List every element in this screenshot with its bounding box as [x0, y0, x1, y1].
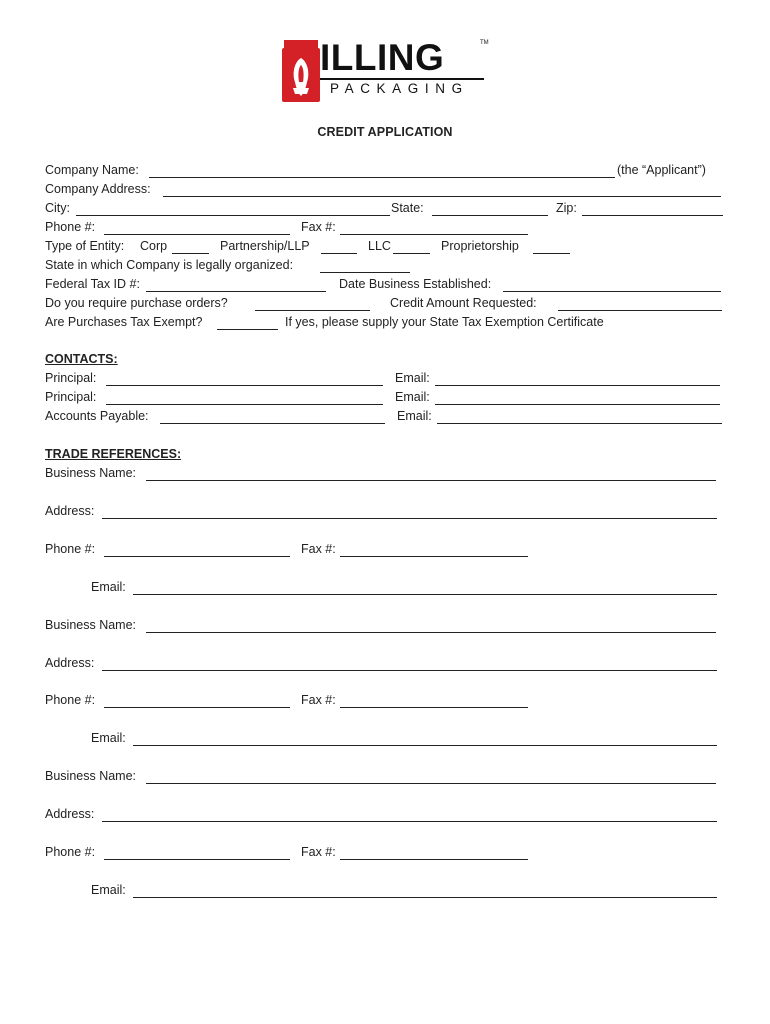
- credit-amount-field[interactable]: [558, 310, 722, 311]
- contact-accounts-payable-email-label: Email:: [397, 409, 432, 423]
- date-established-field[interactable]: [503, 291, 721, 292]
- trade-references-heading: TRADE REFERENCES:: [45, 447, 182, 461]
- state-field[interactable]: [432, 215, 548, 216]
- company-address-label: Company Address:: [45, 182, 151, 196]
- ref2-business-name-label: Business Name:: [45, 618, 137, 632]
- ref3-email-label: Email:: [91, 883, 126, 897]
- zip-field[interactable]: [582, 215, 723, 216]
- entity-corp-field[interactable]: [172, 253, 209, 254]
- entity-llc-label: LLC: [368, 239, 391, 253]
- brand-tagline: PACKAGING: [330, 81, 469, 96]
- credit-amount-label: Credit Amount Requested:: [390, 296, 537, 310]
- federal-tax-id-label: Federal Tax ID #:: [45, 277, 140, 291]
- city-label: City:: [45, 201, 70, 215]
- tax-exempt-label: Are Purchases Tax Exempt?: [45, 315, 203, 329]
- ref1-phone-field[interactable]: [104, 556, 290, 557]
- fax-field[interactable]: [340, 234, 528, 235]
- ref2-fax-label: Fax #:: [301, 693, 336, 707]
- state-organized-field[interactable]: [320, 272, 410, 273]
- contacts-heading: CONTACTS:: [45, 352, 118, 366]
- phone-field[interactable]: [104, 234, 290, 235]
- contact-accounts-payable-field[interactable]: [160, 423, 385, 424]
- zip-label: Zip:: [556, 201, 577, 215]
- phone-label: Phone #:: [45, 220, 96, 234]
- contact-principal-1-email-label: Email:: [395, 371, 430, 385]
- ref3-fax-label: Fax #:: [301, 845, 336, 859]
- date-established-label: Date Business Established:: [339, 277, 492, 291]
- entity-llc-field[interactable]: [393, 253, 430, 254]
- ref1-email-label: Email:: [91, 580, 126, 594]
- company-name-field[interactable]: [149, 177, 615, 178]
- ref3-business-name-label: Business Name:: [45, 769, 137, 783]
- contact-principal-1-field[interactable]: [106, 385, 383, 386]
- ref1-email-field[interactable]: [133, 594, 717, 595]
- ref1-business-name-field[interactable]: [146, 480, 716, 481]
- ref2-phone-label: Phone #:: [45, 693, 96, 707]
- state-label: State:: [391, 201, 424, 215]
- ref2-address-field[interactable]: [102, 670, 717, 671]
- contact-principal-2-field[interactable]: [106, 404, 383, 405]
- federal-tax-id-field[interactable]: [146, 291, 326, 292]
- ref2-email-label: Email:: [91, 731, 126, 745]
- brand-trademark: TM: [480, 40, 489, 46]
- contact-principal-1-email-field[interactable]: [435, 385, 720, 386]
- ref1-phone-label: Phone #:: [45, 542, 96, 556]
- entity-proprietorship-field[interactable]: [533, 253, 570, 254]
- fax-label: Fax #:: [301, 220, 336, 234]
- applicant-note: (the “Applicant”): [617, 163, 706, 177]
- ref2-email-field[interactable]: [133, 745, 717, 746]
- ref1-address-field[interactable]: [102, 518, 717, 519]
- company-name-label: Company Name:: [45, 163, 139, 177]
- ref3-address-field[interactable]: [102, 821, 717, 822]
- entity-corp-label: Corp: [140, 239, 168, 253]
- ref3-phone-field[interactable]: [104, 859, 290, 860]
- entity-partnership-label: Partnership/LLP: [220, 239, 310, 253]
- ref3-address-label: Address:: [45, 807, 95, 821]
- ref2-fax-field[interactable]: [340, 707, 528, 708]
- entity-proprietorship-label: Proprietorship: [441, 239, 519, 253]
- ref1-business-name-label: Business Name:: [45, 466, 137, 480]
- ref2-address-label: Address:: [45, 656, 95, 670]
- contact-principal-2-label: Principal:: [45, 390, 97, 404]
- tax-exempt-field[interactable]: [217, 329, 278, 330]
- tax-exempt-note: If yes, please supply your State Tax Exemption Certificate: [285, 315, 604, 329]
- city-field[interactable]: [76, 215, 390, 216]
- contact-principal-2-email-label: Email:: [395, 390, 430, 404]
- contact-accounts-payable-label: Accounts Payable:: [45, 409, 149, 423]
- contact-principal-2-email-field[interactable]: [435, 404, 720, 405]
- ref2-phone-field[interactable]: [104, 707, 290, 708]
- ref2-business-name-field[interactable]: [146, 632, 716, 633]
- ref3-email-field[interactable]: [133, 897, 717, 898]
- state-organized-label: State in which Company is legally organized:: [45, 258, 294, 272]
- ref1-address-label: Address:: [45, 504, 95, 518]
- ref3-fax-field[interactable]: [340, 859, 528, 860]
- entity-partnership-field[interactable]: [321, 253, 357, 254]
- ref1-fax-label: Fax #:: [301, 542, 336, 556]
- brand-rule: [320, 78, 484, 80]
- ref3-phone-label: Phone #:: [45, 845, 96, 859]
- purchase-orders-label: Do you require purchase orders?: [45, 296, 228, 310]
- company-address-field[interactable]: [163, 196, 721, 197]
- brand-name: ILLING: [320, 37, 445, 78]
- ref3-business-name-field[interactable]: [146, 783, 716, 784]
- purchase-orders-field[interactable]: [255, 310, 370, 311]
- contact-principal-1-label: Principal:: [45, 371, 97, 385]
- ref1-fax-field[interactable]: [340, 556, 528, 557]
- contact-accounts-payable-email-field[interactable]: [437, 423, 722, 424]
- page-title: CREDIT APPLICATION: [317, 125, 453, 139]
- entity-type-label: Type of Entity:: [45, 239, 125, 253]
